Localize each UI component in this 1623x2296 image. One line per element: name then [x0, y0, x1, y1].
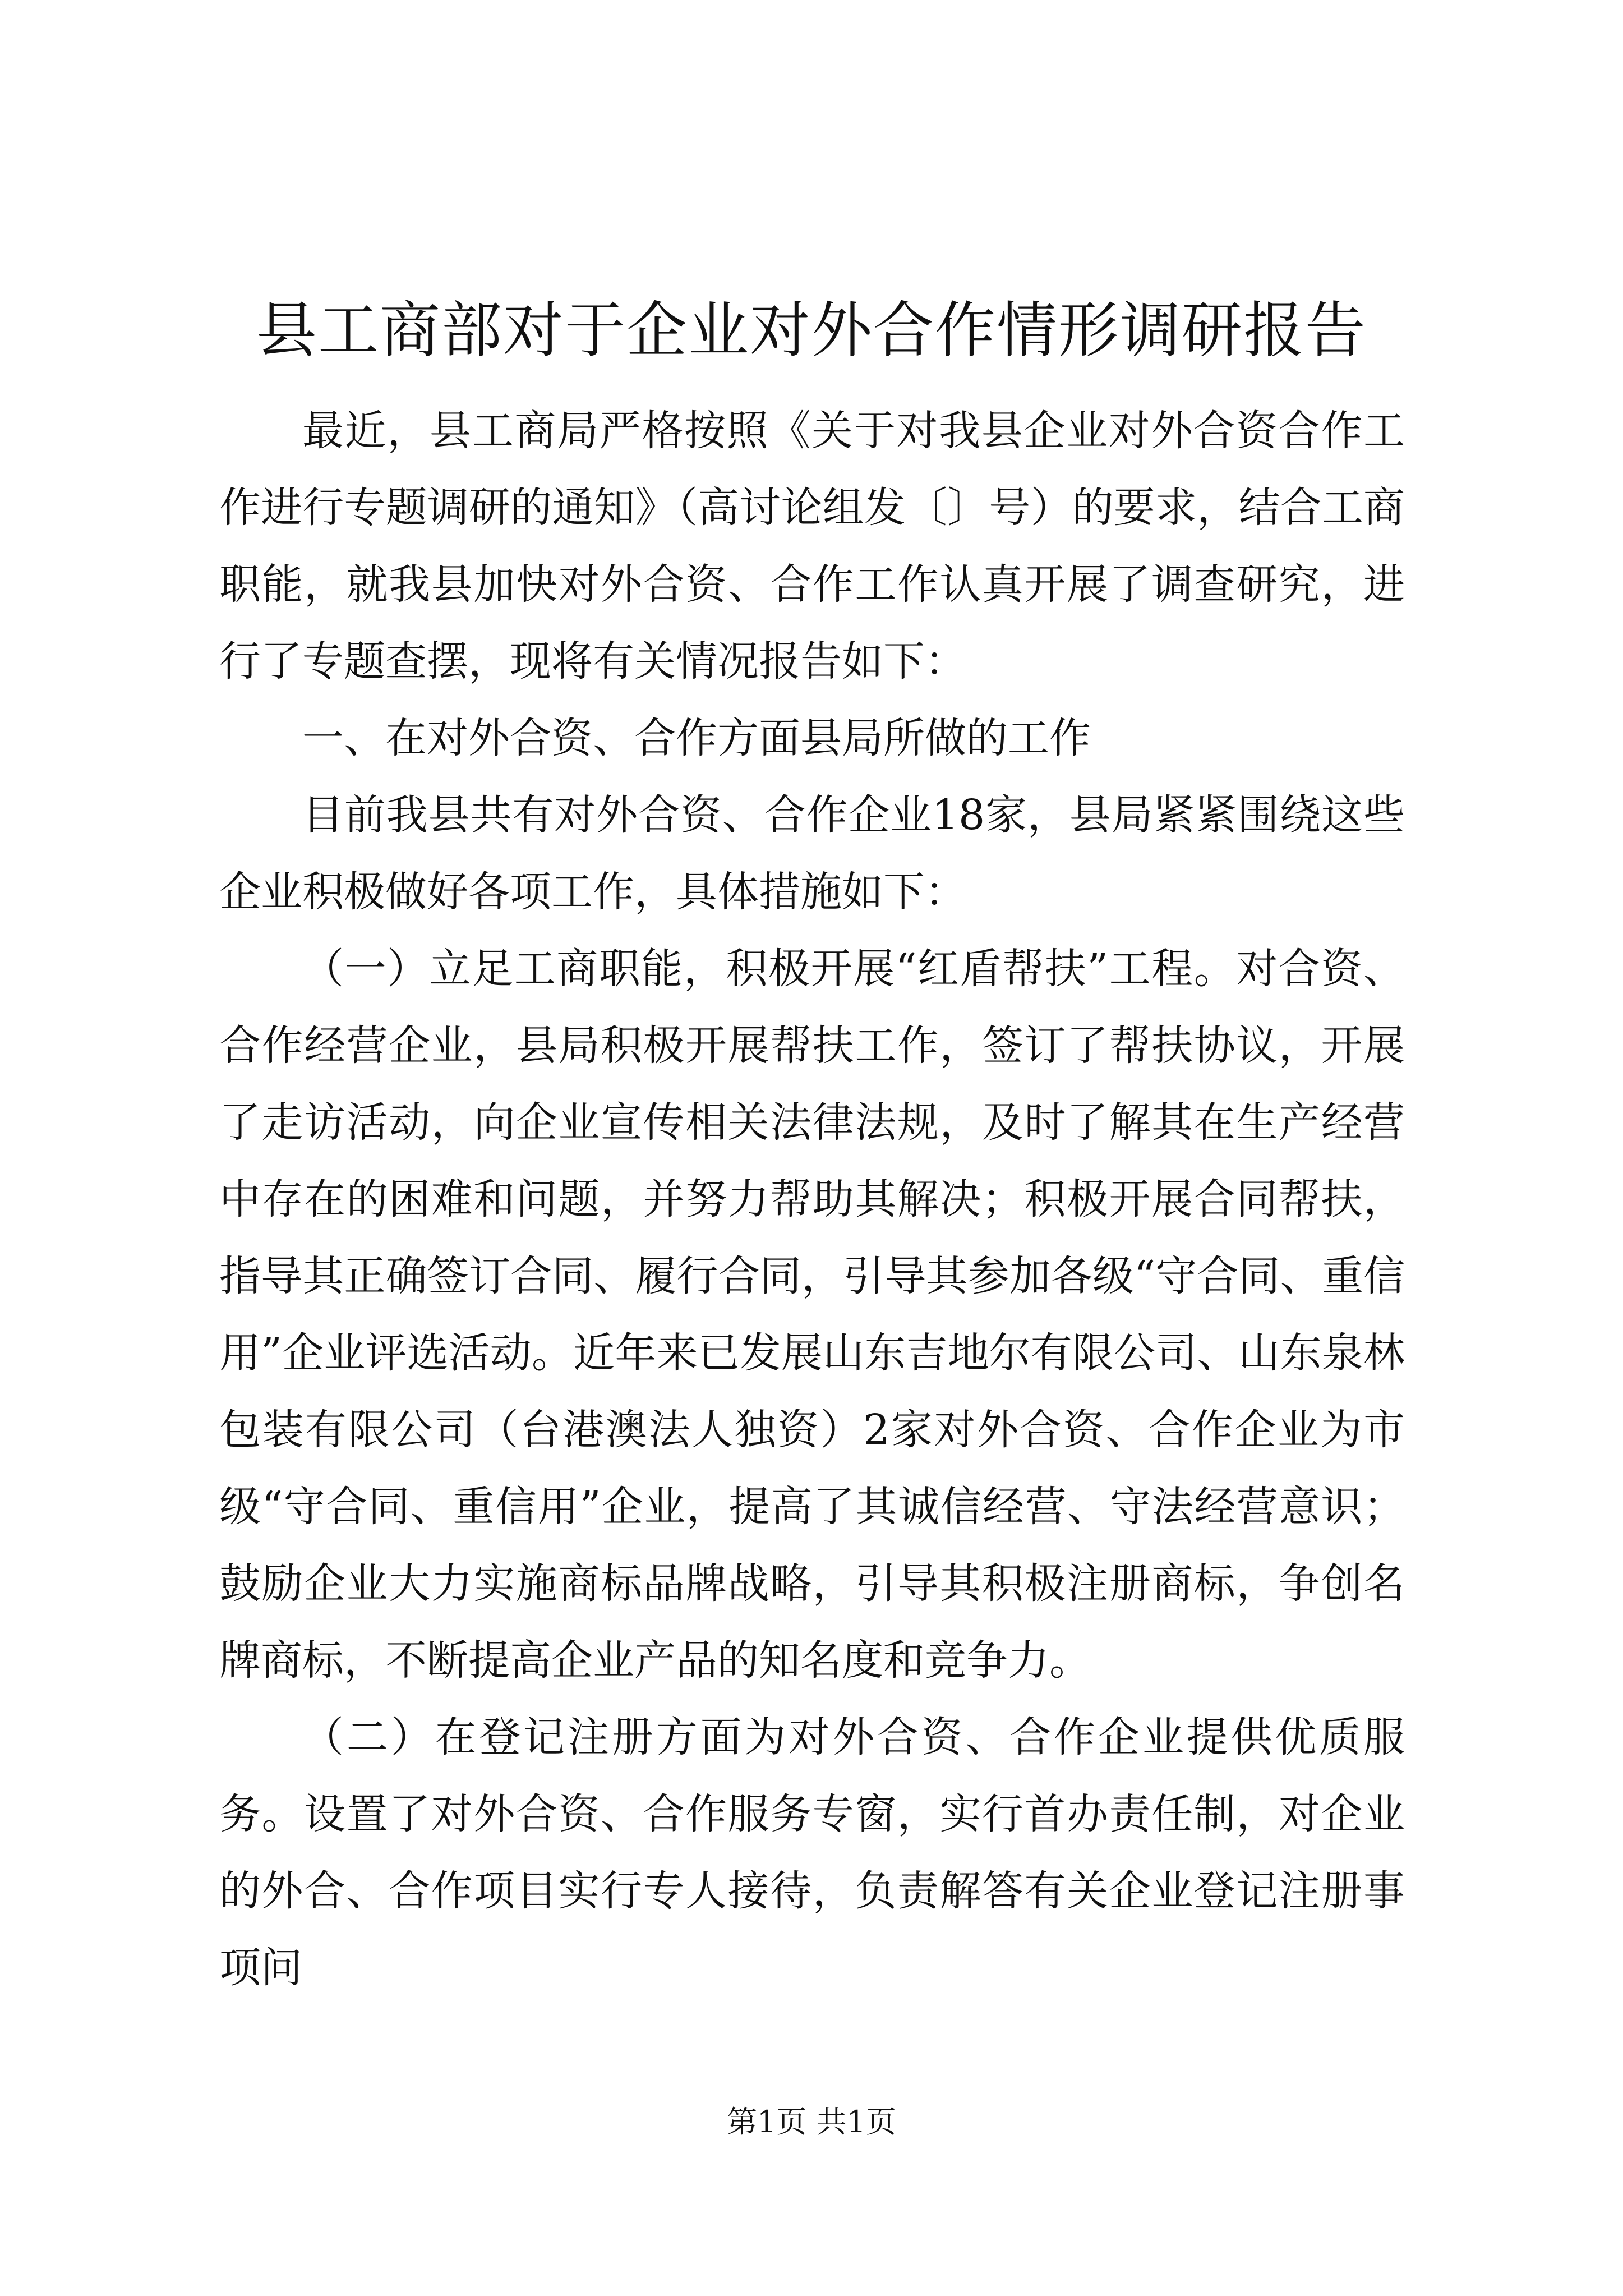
paragraph-overview: 目前我县共有对外合资、合作企业18家，县局紧紧围绕这些企业积极做好各项工作，具体措施如下：	[219, 791, 1405, 916]
paragraph-intro: 最近，县工商局严格按照《关于对我县企业对外合资合作工作进行专题调研的通知》（高讨论组发〔〕号）的要求，结合工商职能，就我县加快对外合资、合作工作认真开展了调查研究，进行了专题查摆，现将有关情况报告如下：	[219, 407, 1405, 685]
paragraph-measure-2: （二）在登记注册方面为对外合资、合作企业提供优质服务。设置了对外合资、合作服务专窗，实行首办责任制，对企业的外合、合作项目实行专人接待，负责解答有关企业登记注册事项问	[219, 1713, 1405, 1992]
section-heading-1: 一、在对外合资、合作方面县局所做的工作	[302, 714, 1091, 762]
paragraph-measure-1: （一）立足工商职能，积极开展“红盾帮扶”工程。对合资、合作经营企业，县局积极开展帮扶工作，签订了帮扶协议，开展了走访活动，向企业宣传相关法律法规，及时了解其在生产经营中存在的困难和问题，并努力帮助其解决；积极开展合同帮扶，指导其正确签订合同、履行合同，引导其参加各级“守合同、重信用”企业评选活动。近年来已发展山东吉地尔有限公司、山东泉林包装有限公司（台港澳法人独资）2家对外合资、合作企业为市级“守合同、重信用”企业，提高了其诚信经营、守法经营意识；鼓励企业大力实施商标品牌战略，引导其积极注册商标，争创名牌商标，不断提高企业产品的知名度和竞争力。	[219, 945, 1405, 1685]
document-title: 县工商部对于企业对外合作情形调研报告	[256, 296, 1367, 366]
document-body	[219, 393, 1405, 2007]
page-footer: 第1页 共1页	[727, 2104, 896, 2139]
